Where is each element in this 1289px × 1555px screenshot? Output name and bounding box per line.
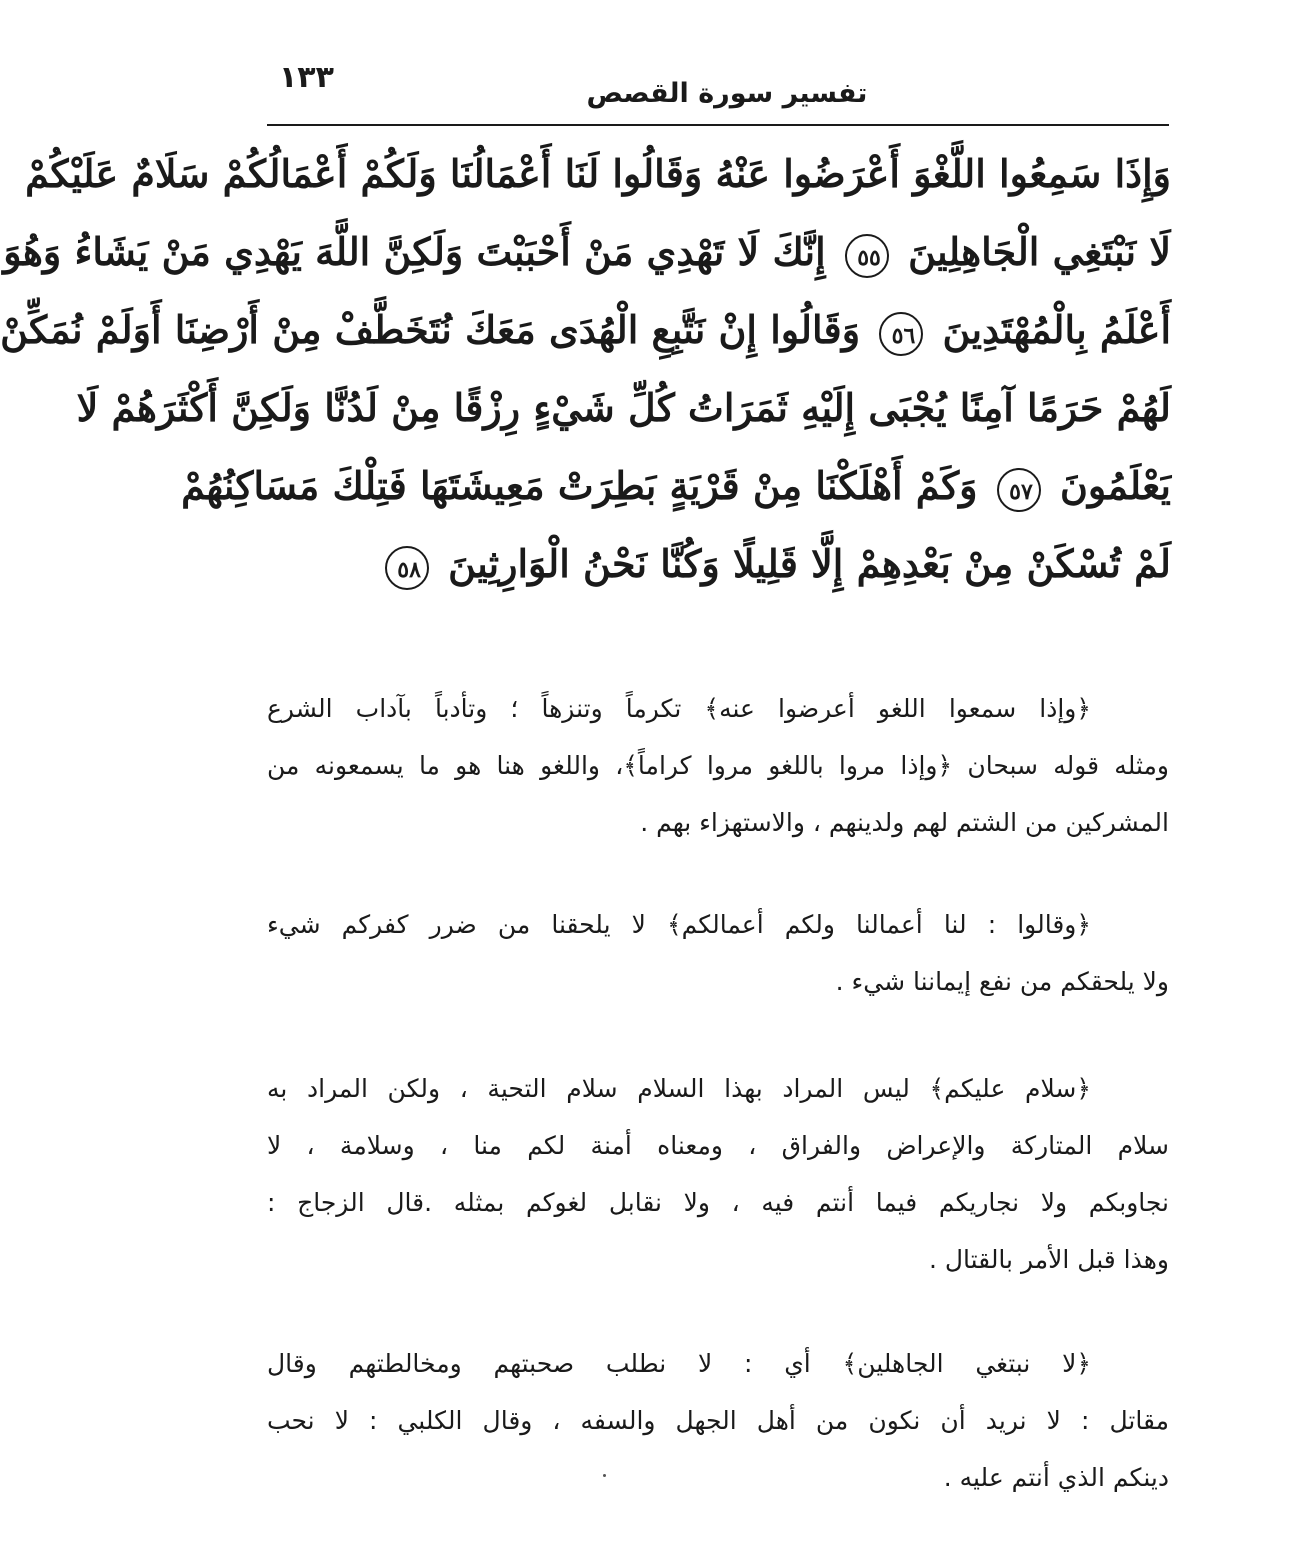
paragraph-line: نجاوبكم ولا نجاريكم فيما أنتم فيه ، ولا نقابل لغوكم بمثله .قال الزجاج : xyxy=(267,1188,1169,1217)
commentary-paragraph-1 xyxy=(267,680,1169,851)
scan-speck xyxy=(603,1474,606,1477)
quran-text: وَإِذَا سَمِعُوا اللَّغْوَ أَعْرَضُوا عَنْهُ وَقَالُوا لَنَا أَعْمَالُنَا وَلَكُمْ أَعْمَالُكُمْ سَلَامٌ عَلَيْكُمْ xyxy=(25,151,1171,196)
quran-line-5 xyxy=(181,447,1171,525)
quran-text: يَعْلَمُونَ xyxy=(1060,463,1171,508)
running-title: تفسير سورة القصص xyxy=(586,78,868,109)
quran-text: إِنَّكَ لَا تَهْدِي مَنْ أَحْبَبْتَ وَلَكِنَّ اللَّهَ يَهْدِي مَنْ يَشَاءُ وَهُوَ xyxy=(3,229,826,274)
paragraph-line: مقاتل : لا نريد أن نكون من أهل الجهل والسفه ، وقال الكلبي : لا نحب xyxy=(267,1406,1169,1435)
paragraph-line: ﴿لا نبتغي الجاهلين﴾ أي : لا نطلب صحبتهم ومخالطتهم وقال xyxy=(267,1349,1091,1378)
quran-line-2 xyxy=(3,213,1171,291)
quran-text: لَا نَبْتَغِي الْجَاهِلِينَ xyxy=(908,229,1171,274)
verse-number-marker: ٥٥ xyxy=(845,234,889,278)
paragraph-line: ﴿وإذا سمعوا اللغو أعرضوا عنه﴾ تكرماً وتنزهاً ؛ وتأدباً بآداب الشرع xyxy=(267,694,1091,723)
quran-text: وَقَالُوا إِنْ نَتَّبِعِ الْهُدَى مَعَكَ نُتَخَطَّفْ مِنْ أَرْضِنَا أَوَلَمْ نُمَكِّنْ xyxy=(0,307,861,352)
verse-number-marker: ٥٦ xyxy=(879,312,923,356)
quran-text: لَهُمْ حَرَمًا آمِنًا يُجْبَى إِلَيْهِ ثَمَرَاتُ كُلِّ شَيْءٍ رِزْقًا مِنْ لَدُنَّا وَلَكِنَّ أَكْثَرَهُمْ لَا xyxy=(76,385,1171,430)
paragraph-line: سلام المتاركة والإعراض والفراق ، ومعناه أمنة لكم منا ، وسلامة ، لا xyxy=(267,1131,1169,1160)
page-number: ١٣٣ xyxy=(279,60,334,95)
quran-line-1 xyxy=(25,135,1171,213)
paragraph-line: ﴿وقالوا : لنا أعمالنا ولكم أعمالكم﴾ لا يلحقنا من ضرر كفركم شيء xyxy=(267,910,1091,939)
quran-text: لَمْ تُسْكَنْ مِنْ بَعْدِهِمْ إِلَّا قَلِيلًا وَكُنَّا نَحْنُ الْوَارِثِينَ xyxy=(448,541,1171,586)
commentary-paragraph-4 xyxy=(267,1335,1169,1506)
quran-line-3 xyxy=(0,291,1171,369)
quran-text: أَعْلَمُ بِالْمُهْتَدِينَ xyxy=(942,307,1171,352)
paragraph-line: ومثله قوله سبحان ﴿وإذا مروا باللغو مروا كراماً﴾، واللغو هنا هو ما يسمعونه من xyxy=(267,751,1169,780)
paragraph-line: دينكم الذي أنتم عليه . xyxy=(943,1463,1169,1492)
commentary-paragraph-2 xyxy=(267,896,1169,1010)
quran-line-6 xyxy=(265,525,1171,603)
paragraph-line: ﴿سلام عليكم﴾ ليس المراد بهذا السلام سلام التحية ، ولكن المراد به xyxy=(267,1074,1091,1103)
paragraph-line: المشركين من الشتم لهم ولدينهم ، والاستهزاء بهم . xyxy=(640,808,1169,837)
quran-verses-block xyxy=(0,135,1171,603)
verse-number-marker: ٥٨ xyxy=(385,546,429,590)
paragraph-line: ولا يلحقكم من نفع إيماننا شيء . xyxy=(835,967,1169,996)
header-rule xyxy=(267,124,1169,126)
verse-number-marker: ٥٧ xyxy=(997,468,1041,512)
quran-text: وَكَمْ أَهْلَكْنَا مِنْ قَرْيَةٍ بَطِرَتْ مَعِيشَتَهَا فَتِلْكَ مَسَاكِنُهُمْ xyxy=(181,463,978,508)
quran-line-4 xyxy=(76,369,1171,447)
commentary-paragraph-3 xyxy=(267,1060,1169,1288)
paragraph-line: وهذا قبل الأمر بالقتال . xyxy=(928,1245,1169,1274)
